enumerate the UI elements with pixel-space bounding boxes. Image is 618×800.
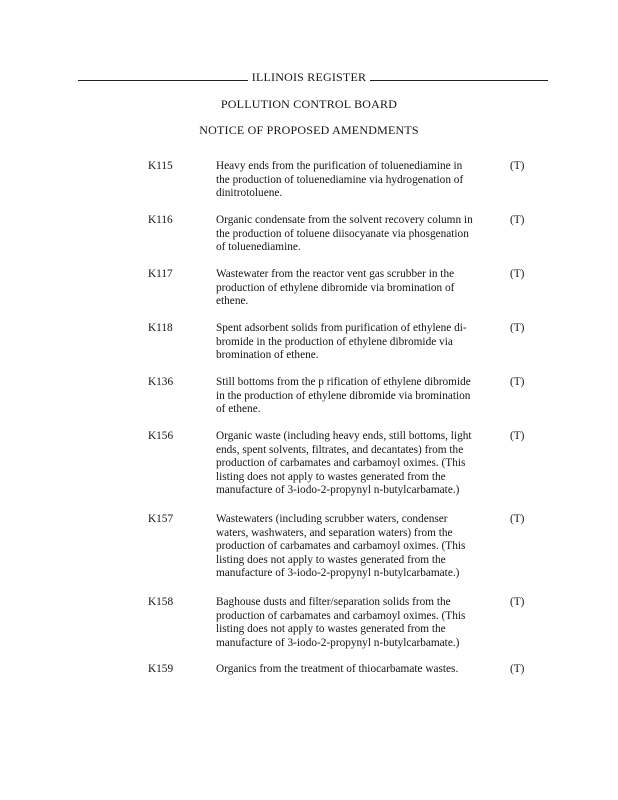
waste-description [216,663,494,677]
description-line: listing does not apply to wastes generated from the [216,470,446,483]
description-line: production of carbamates and carbamoyl oximes. (This [216,609,466,622]
hazard-code: (T) [510,513,525,525]
description-line: Organic waste (including heavy ends, still bottoms, light [216,430,472,442]
waste-description [216,214,494,255]
description-line: in the production of ethylene dibromide via bromination [216,389,471,402]
description-line: of toluenediamine. [216,241,301,254]
description-line: manufacture of 3-iodo-2-propynyl n-butylcarbamate.) [216,484,460,497]
hazard-code: (T) [510,596,525,608]
description-line: listing does not apply to wastes generated from the [216,623,446,636]
description-line: ethene. [216,295,249,308]
hazard-code: (T) [510,663,525,675]
waste-code: K118 [148,322,173,334]
description-line: production of carbamates and carbamoyl oximes. (This [216,540,466,553]
description-line: manufacture of 3-iodo-2-propynyl n-butylcarbamate.) [216,567,460,580]
description-line: Wastewaters (including scrubber waters, condenser [216,513,448,525]
waste-description [216,322,494,363]
description-line: manufacture of 3-iodo-2-propynyl n-butylcarbamate.) [216,636,460,649]
description-line: listing does not apply to wastes generated from the [216,553,446,566]
waste-description [216,596,494,650]
hazard-code: (T) [510,376,525,388]
description-line: bromide in the production of ethylene dibromide via [216,335,453,348]
description-line: the production of toluenediamine via hydrogenation of [216,173,464,186]
waste-code: K115 [148,160,173,172]
waste-code: K136 [148,376,174,388]
description-line: Still bottoms from the p rification of ethylene dibromide [216,376,471,388]
waste-description [216,430,494,498]
register-title-text: ILLINOIS REGISTER [248,70,370,84]
description-line: the production of toluene diisocyanate via phosgenation [216,227,469,240]
description-line: Organics from the treatment of thiocarbamate wastes. [216,663,459,675]
notice-title: NOTICE OF PROPOSED AMENDMENTS [199,123,419,137]
board-title: POLLUTION CONTROL BOARD [220,97,398,111]
hazard-code: (T) [510,268,525,280]
waste-code: K158 [148,596,174,608]
description-line: waters, washwaters, and separation waters) from the [216,526,453,539]
description-line: bromination of ethene. [216,349,319,362]
description-line: Baghouse dusts and filter/separation solids from the [216,596,451,608]
waste-description [216,513,494,581]
description-line: dinitrotoluene. [216,187,283,200]
hazard-code: (T) [510,214,525,226]
waste-description [216,376,494,417]
waste-code: K159 [148,663,174,675]
waste-description [216,160,494,201]
description-line: of ethene. [216,403,261,416]
description-line: Spent adsorbent solids from purification of ethylene di- [216,322,467,334]
description-line: ends, spent solvents, filtrates, and decantates) from the [216,443,464,456]
waste-code: K117 [148,268,173,280]
description-line: Wastewater from the reactor vent gas scrubber in the [216,268,455,280]
register-title [0,70,618,84]
description-line: production of ethylene dibromide via bromination of [216,281,455,294]
hazard-code: (T) [510,322,525,334]
waste-code: K156 [148,430,174,442]
waste-code: K116 [148,214,173,226]
hazard-code: (T) [510,160,525,172]
waste-code: K157 [148,513,174,525]
hazard-code: (T) [510,430,525,442]
description-line: Heavy ends from the purification of toluenediamine in [216,160,463,172]
description-line: Organic condensate from the solvent recovery column in [216,214,473,226]
waste-description [216,268,494,309]
description-line: production of carbamates and carbamoyl oximes. (This [216,457,466,470]
